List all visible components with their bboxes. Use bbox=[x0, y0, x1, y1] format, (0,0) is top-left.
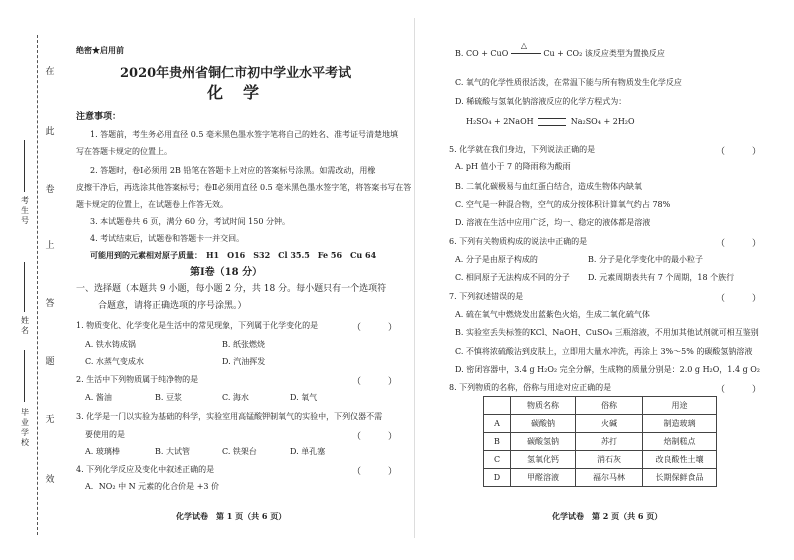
seal-char: 无 bbox=[45, 415, 55, 425]
table-row[interactable] bbox=[484, 451, 717, 469]
table-cell: 碳酸钠 bbox=[511, 415, 576, 433]
secret-mark: 绝密★启用前 bbox=[76, 45, 124, 55]
seal-char: 题 bbox=[45, 357, 55, 367]
option[interactable]: A. 酱油 bbox=[85, 393, 112, 402]
question-stem: 3. 化学是一门以实验为基础的科学，实验室用高锰酸钾制氧气的实验中，下列仪器不需 bbox=[76, 412, 383, 421]
table-header-cell: 俗称 bbox=[576, 397, 643, 415]
table-cell: C bbox=[484, 451, 511, 469]
option[interactable]: D. 密闭容器中，3.4 g H₂O₂ 完全分解，生成物的质量分别是：2.0 g H₂O，1.4 g O₂ bbox=[455, 365, 761, 374]
option[interactable]: D. 溶液在生活中应用广泛，均一、稳定的液体都是溶液 bbox=[455, 218, 651, 227]
table-header-cell: 用途 bbox=[643, 397, 717, 415]
heat-symbol: △ bbox=[520, 41, 527, 50]
table-cell: 改良酸性土壤 bbox=[643, 451, 717, 469]
name-label: 姓名 bbox=[21, 316, 29, 335]
question-stem: 5. 化学就在我们身边，下列说法正确的是 bbox=[449, 145, 596, 154]
note-line: 1. 答题前，考生务必用直径 0.5 毫米黑色墨水签字笔将自己的姓名、准考证号清楚地填 bbox=[90, 130, 398, 139]
table-row[interactable] bbox=[484, 469, 717, 487]
option[interactable]: B. 纸张燃烧 bbox=[222, 340, 265, 349]
seal-char: 效 bbox=[45, 475, 55, 485]
equals-sign bbox=[538, 118, 566, 126]
option[interactable]: A. 铁水铸成锅 bbox=[85, 340, 136, 349]
note-line: 题卡规定的位置上，在试题卷上作答无效。 bbox=[76, 200, 228, 209]
option[interactable]: B. 豆浆 bbox=[155, 393, 182, 402]
exam-number-label: 考生号 bbox=[21, 196, 29, 225]
question-stem: 6. 下列有关物质构成的说法中正确的是 bbox=[449, 237, 588, 246]
answer-paren[interactable]: （ ） bbox=[352, 432, 398, 442]
table-cell: 福尔马林 bbox=[576, 469, 643, 487]
equation-right: Na₂SO₄ + 2H₂O bbox=[570, 117, 635, 126]
page-footer: 化学试卷 第 2 页（共 6 页） bbox=[552, 511, 663, 521]
option[interactable] bbox=[455, 41, 665, 59]
table-cell: 苏打 bbox=[576, 433, 643, 451]
note-line: 4. 考试结束后，试题卷和答题卡一并交回。 bbox=[90, 234, 245, 243]
table-header-cell bbox=[484, 397, 511, 415]
seal-char: 卷 bbox=[45, 185, 55, 195]
answer-table bbox=[483, 396, 717, 487]
option[interactable]: C. 空气是一种混合物，空气的成分按体积计算氧气约占 78% bbox=[455, 200, 671, 209]
seal-char: 此 bbox=[45, 127, 55, 137]
question-stem: 7. 下列叙述错误的是 bbox=[449, 292, 524, 301]
option[interactable]: A．NO₂ 中 N 元素的化合价是 +3 价 bbox=[85, 482, 220, 491]
question-stem: 要使用的是 bbox=[85, 430, 125, 439]
table-cell: D bbox=[484, 469, 511, 487]
answer-paren[interactable]: （ ） bbox=[716, 147, 762, 157]
atomic-masses: 可能用到的元素相对原子质量： H1 O16 S32 Cl 35.5 Fe 56 Cu 64 bbox=[90, 250, 377, 260]
option[interactable]: C. 氧气的化学性质很活泼，在常温下能与所有物质发生化学反应 bbox=[455, 78, 682, 87]
option[interactable]: A. pH 值小于 7 的降雨称为酸雨 bbox=[455, 162, 571, 171]
table-cell: 消石灰 bbox=[576, 451, 643, 469]
option[interactable]: D. 元素周期表共有 7 个周期，18 个族行 bbox=[588, 273, 735, 282]
table-cell: 制造玻璃 bbox=[643, 415, 717, 433]
table-cell: 焙制糕点 bbox=[643, 433, 717, 451]
answer-paren[interactable]: （ ） bbox=[352, 467, 398, 477]
answer-paren[interactable]: （ ） bbox=[352, 323, 398, 333]
option[interactable]: C. 海水 bbox=[222, 393, 249, 402]
question-stem: 4. 下列化学反应及变化中叙述正确的是 bbox=[76, 465, 215, 474]
table-cell: A bbox=[484, 415, 511, 433]
answer-paren[interactable]: （ ） bbox=[352, 377, 398, 387]
answer-paren[interactable]: （ ） bbox=[716, 239, 762, 249]
school-label: 毕业学校 bbox=[21, 408, 29, 447]
section-instructions: 合题意，请将正确选项的序号涂黑。） bbox=[98, 301, 247, 311]
part-title: 第Ⅰ卷（18 分） bbox=[190, 267, 263, 278]
seal-char: 答 bbox=[45, 299, 55, 309]
table-cell: 氢氧化钙 bbox=[511, 451, 576, 469]
section-instructions: 一、选择题（本题共 9 小题，每小题 2 分，共 18 分。每小题只有一个选项符 bbox=[76, 284, 387, 294]
table-header-cell: 物质名称 bbox=[511, 397, 576, 415]
name-line[interactable] bbox=[24, 262, 25, 312]
option[interactable]: D. 单孔塞 bbox=[290, 447, 326, 456]
note-line: 2. 答题时，卷Ⅰ必须用 2B 铅笔在答题卡上对应的答案标号涂黑。如需改动，用橡 bbox=[90, 166, 376, 175]
note-line: 3. 本试题卷共 6 页，满分 60 分，考试时间 150 分钟。 bbox=[90, 217, 290, 226]
seal-char: 上 bbox=[45, 241, 55, 251]
school-line[interactable] bbox=[24, 350, 25, 402]
table-header-row bbox=[484, 397, 717, 415]
table-cell: 甲醛溶液 bbox=[511, 469, 576, 487]
table-cell: 长期保鲜食品 bbox=[643, 469, 717, 487]
option[interactable]: A. 玻璃棒 bbox=[85, 447, 120, 456]
option[interactable]: D. 稀硫酸与氢氧化钠溶液反应的化学方程式为： bbox=[455, 97, 627, 106]
option[interactable]: B. 二氧化碳极易与血红蛋白结合，造成生物体内缺氧 bbox=[455, 182, 642, 191]
equation-left: B. CO + CuO bbox=[455, 49, 509, 58]
question-stem: 8. 下列物质的名称，俗称与用途对应正确的是 bbox=[449, 383, 612, 392]
chemical-equation bbox=[466, 116, 635, 127]
page-divider bbox=[414, 18, 415, 538]
answer-paren[interactable]: （ ） bbox=[716, 294, 762, 304]
question-stem: 2. 生活中下列物质属于纯净物的是 bbox=[76, 375, 199, 384]
option[interactable]: B. 实验室丢失标签的KCl、NaOH、CuSO₄ 三瓶溶液，不用加其他试剂就可相互鉴别 bbox=[455, 328, 759, 337]
subject-title: 化 学 bbox=[207, 83, 262, 102]
option[interactable]: C. 不慎将浓硫酸沾到皮肤上，立即用大量水冲洗，再涂上 3%～5% 的碳酸氢钠溶液 bbox=[455, 347, 753, 356]
answer-paren[interactable]: （ ） bbox=[716, 385, 762, 395]
question-stem: 1. 物质变化、化学变化是生活中的常见现象，下列属于化学变化的是 bbox=[76, 321, 319, 330]
note-line: 写在答题卡规定的位置上。 bbox=[76, 147, 172, 156]
option[interactable]: C. 铁架台 bbox=[222, 447, 257, 456]
seal-char: 在 bbox=[45, 67, 55, 77]
table-cell: B bbox=[484, 433, 511, 451]
equation-right: Cu + CO₂ 该反应类型为置换反应 bbox=[543, 49, 665, 58]
note-line: 皮擦干净后，再选涂其他答案标号；卷Ⅱ必须用直径 0.5 毫米黑色墨水签字笔，将答案书写在答 bbox=[76, 183, 412, 192]
option[interactable]: A. 分子是由原子构成的 bbox=[455, 255, 538, 264]
option[interactable]: C. 水蒸气变成水 bbox=[85, 357, 144, 366]
option[interactable]: B. 大试管 bbox=[155, 447, 190, 456]
option[interactable]: B. 分子是化学变化中的最小粒子 bbox=[588, 255, 703, 264]
binding-dashed-line bbox=[37, 35, 38, 535]
page-footer: 化学试卷 第 1 页（共 6 页） bbox=[176, 511, 287, 521]
option[interactable]: A. 硫在氧气中燃烧发出蓝紫色火焰，生成二氧化硫气体 bbox=[455, 310, 650, 319]
option[interactable]: D. 汽油挥发 bbox=[222, 357, 266, 366]
exam-number-line[interactable] bbox=[24, 140, 25, 192]
table-row[interactable] bbox=[484, 433, 717, 451]
exam-title: 2020年贵州省铜仁市初中学业水平考试 bbox=[120, 66, 352, 81]
notes-heading: 注意事项： bbox=[76, 112, 122, 122]
option[interactable]: D. 氧气 bbox=[290, 393, 318, 402]
option[interactable]: C. 相同原子无法构成不同的分子 bbox=[455, 273, 570, 282]
table-cell: 碳酸氢钠 bbox=[511, 433, 576, 451]
table-row[interactable] bbox=[484, 415, 717, 433]
reaction-arrow bbox=[511, 41, 541, 59]
table-cell: 火碱 bbox=[576, 415, 643, 433]
equation-left: H₂SO₄ + 2NaOH bbox=[466, 117, 534, 126]
